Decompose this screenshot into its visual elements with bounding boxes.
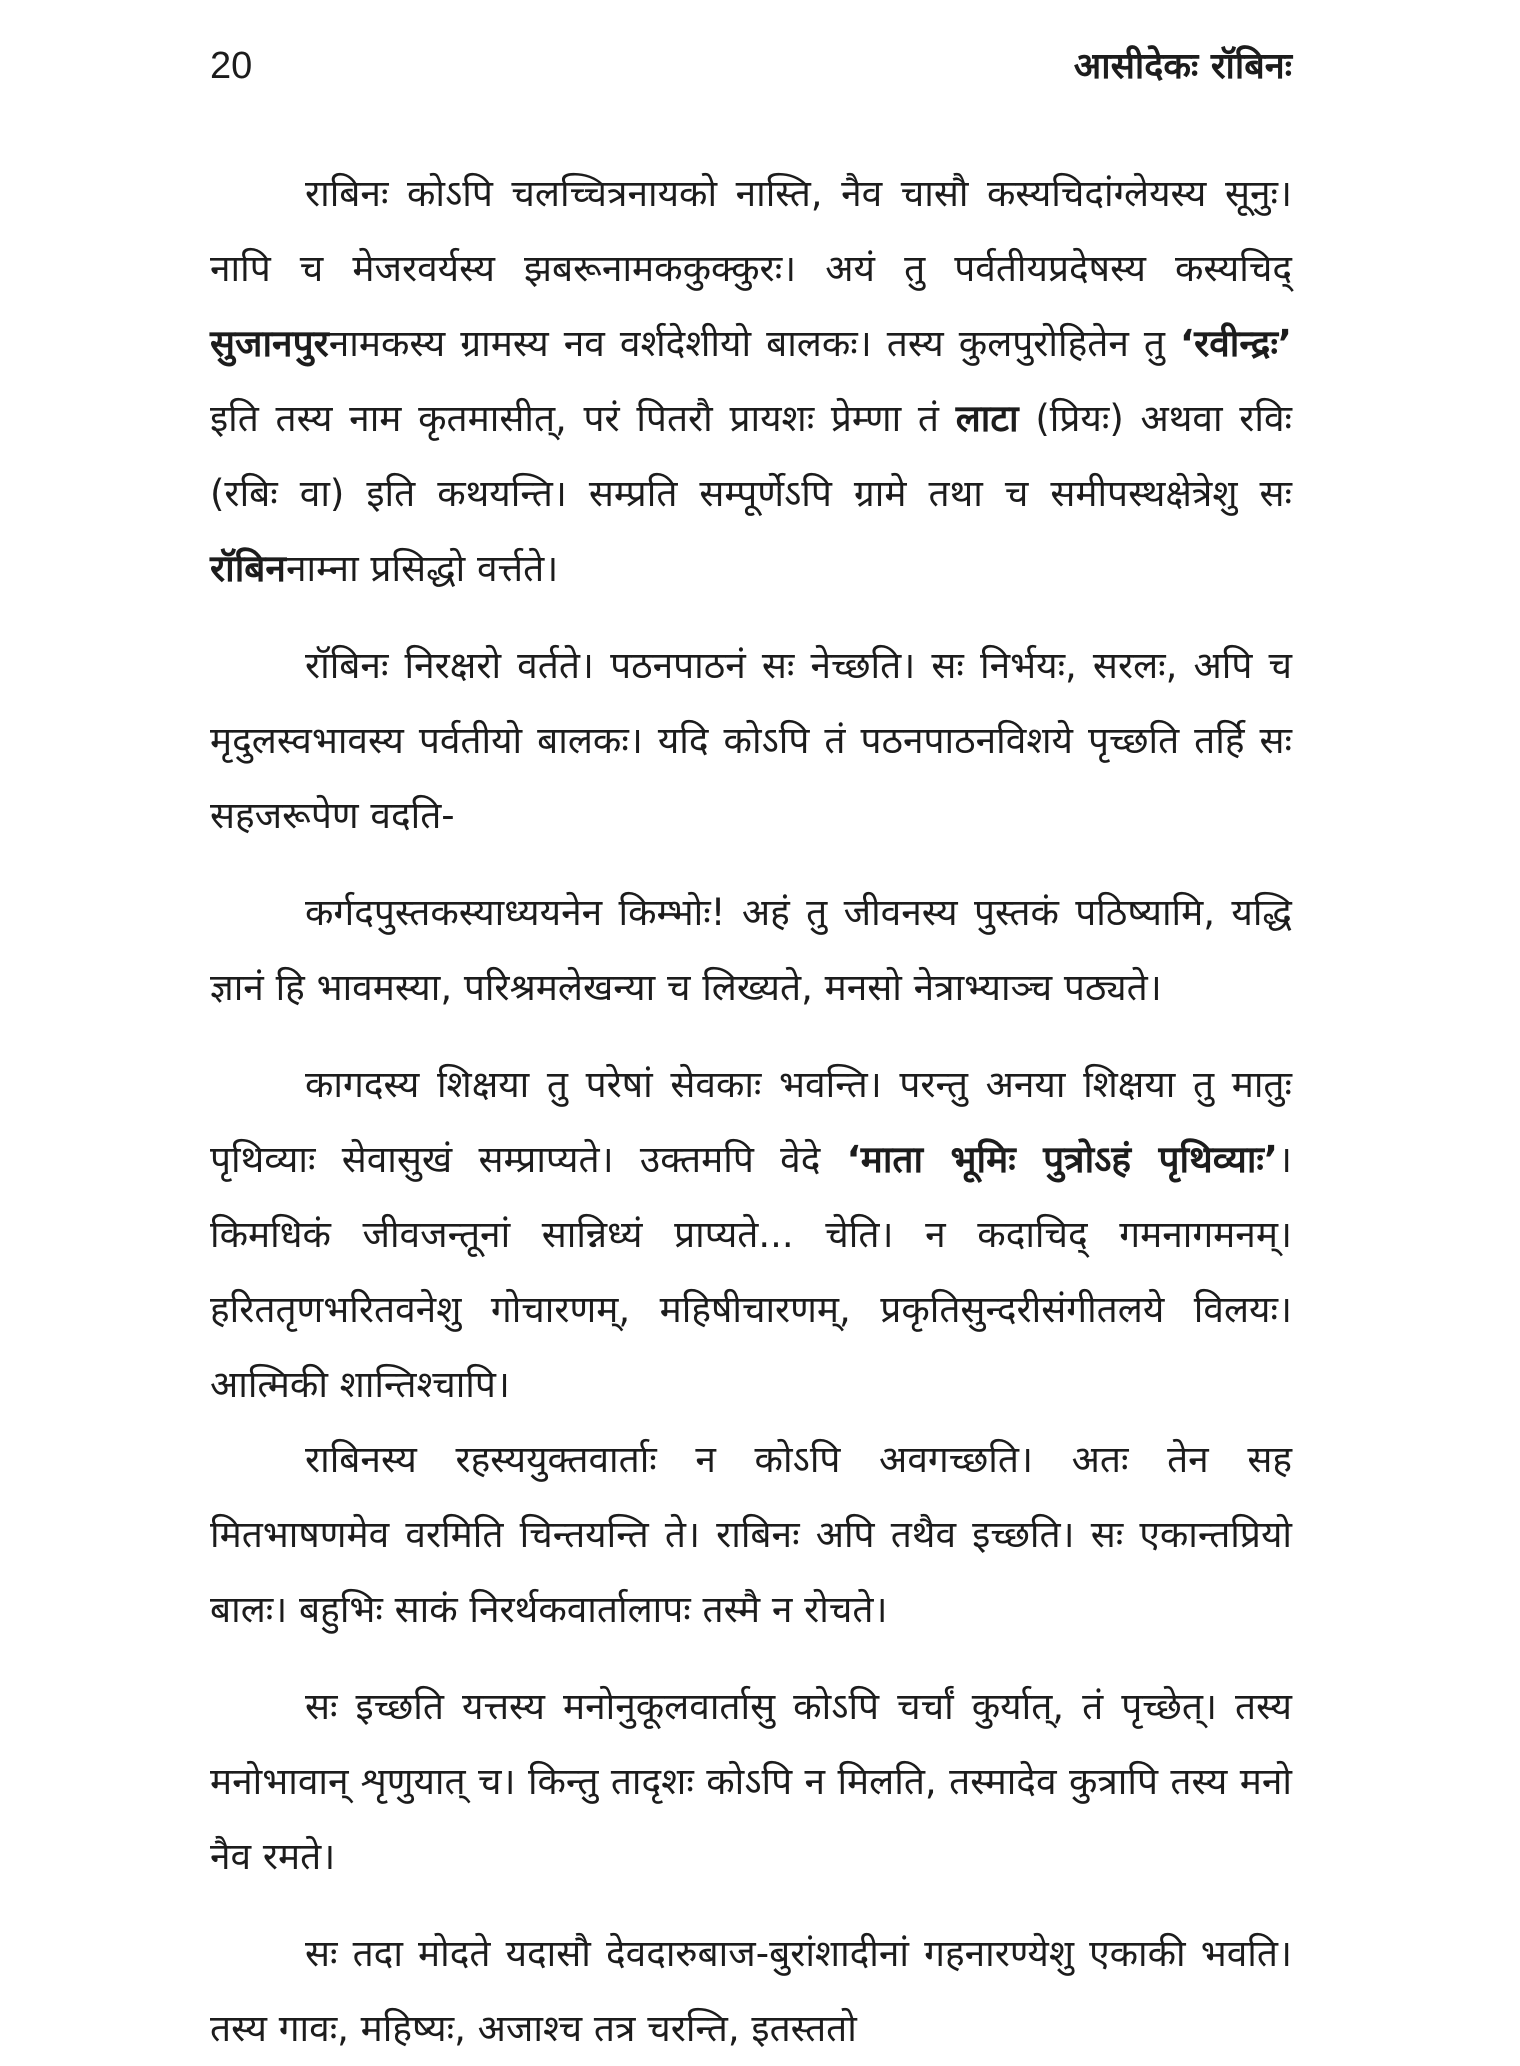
paragraph-1: राबिनः कोऽपि चलच्चित्रनायको नास्ति, नैव चासौ कस्यचिदांग्लेयस्य सूनुः। नापि च मेजरवर्यस्य झबरूनामककुक्कुरः। अयं तु पर्वतीयप्रदेषस्य कस्यचिद् सुजानपुरनामकस्य ग्रामस्य नव वर्शदेशीयो बालकः। तस्य कुलपुरोहितेन तु ‘रवीन्द्रः’ इति तस्य नाम कृतमासीत्, परं पितरौ प्रायशः प्रेम्णा तं लाटा (प्रियः) अथवा रविः (रबिः वा) इति कथयन्ति। सम्प्रति सम्पूर्णेऽपि ग्रामे तथा च समीपस्थक्षेत्रेशु सः रॉबिननाम्ना प्रसिद्धो वर्त्तते। [210,172,1292,590]
paragraph-2: रॉबिनः निरक्षरो वर्तते। पठनपाठनं सः नेच्छति। सः निर्भयः, सरलः, अपि च मृदुलस्वभावस्य पर्वतीयो बालकः। यदि कोऽपि तं पठनपाठनविशये पृच्छति तर्हि सः सहजरूपेण वदति- [210,644,1292,837]
page-header [210,40,1292,110]
bold-term-robin: रॉबिन [210,547,286,590]
paragraph-7: सः तदा मोदते यदासौ देवदारुबाज-बुरांशादीनां गहनारण्येशु एकाकी भवति। तस्य गावः, महिष्यः, अजाश्च तत्र चरन्ति, इतस्ततो [210,1932,1292,2050]
paragraph-4: कागदस्य शिक्षया तु परेषां सेवकाः भवन्ति। परन्तु अनया शिक्षया तु मातुः पृथिव्याः सेवासुखं सम्प्राप्यते। उक्तमपि वेदे ‘माता भूमिः पुत्रोऽहं पृथिव्याः’। किमधिकं जीवजन्तूनां सान्निध्यं प्राप्यते... चेति। न कदाचिद् गमनागमनम्। हरिततृणभरितवनेशु गोचारणम्, महिषीचारणम्, प्रकृतिसुन्दरीसंगीतलये विलयः। आत्मिकी शान्तिश्चापि। [210,1063,1292,1406]
paragraph-5: राबिनस्य रहस्ययुक्तवार्ताः न कोऽपि अवगच्छति। अतः तेन सह मितभाषणमेव वरमिति चिन्तयन्ति ते। राबिनः अपि तथैव इच्छति। सः एकान्तप्रियो बालः। बहुभिः साकं निरर्थकवार्तालापः तस्मै न रोचते। [210,1438,1292,1631]
running-title: आसीदेकः रॉबिनः [1073,46,1292,87]
page-number: 20 [210,45,253,87]
bold-term-lata: लाटा [955,397,1019,440]
bold-term-sujanpur: सुजानपुर [210,322,329,365]
paragraph-6: सः इच्छति यत्तस्य मनोनुकूलवार्तासु कोऽपि चर्चां कुर्यात्, तं पृच्छेत्। तस्य मनोभावान् शृणुयात् च। किन्तु तादृशः कोऽपि न मिलति, तस्मादेव कुत्रापि तस्य मनो नैव रमते। [210,1685,1292,1878]
body-text [210,156,1292,2066]
bold-term-ravindra: ‘रवीन्द्रः’ [1180,322,1292,365]
bold-quote-mata-bhumi: ‘माता भूमिः पुत्रोऽहं पृथिव्याः’ [846,1138,1278,1181]
paragraph-3: कर्गदपुस्तकस्याध्ययनेन किम्भोः! अहं तु जीवनस्य पुस्तकं पठिष्यामि, यद्धि ज्ञानं हि भावमस्या, परिश्रमलेखन्या च लिख्यते, मनसो नेत्राभ्याञ्च पठ्यते। [210,891,1292,1009]
